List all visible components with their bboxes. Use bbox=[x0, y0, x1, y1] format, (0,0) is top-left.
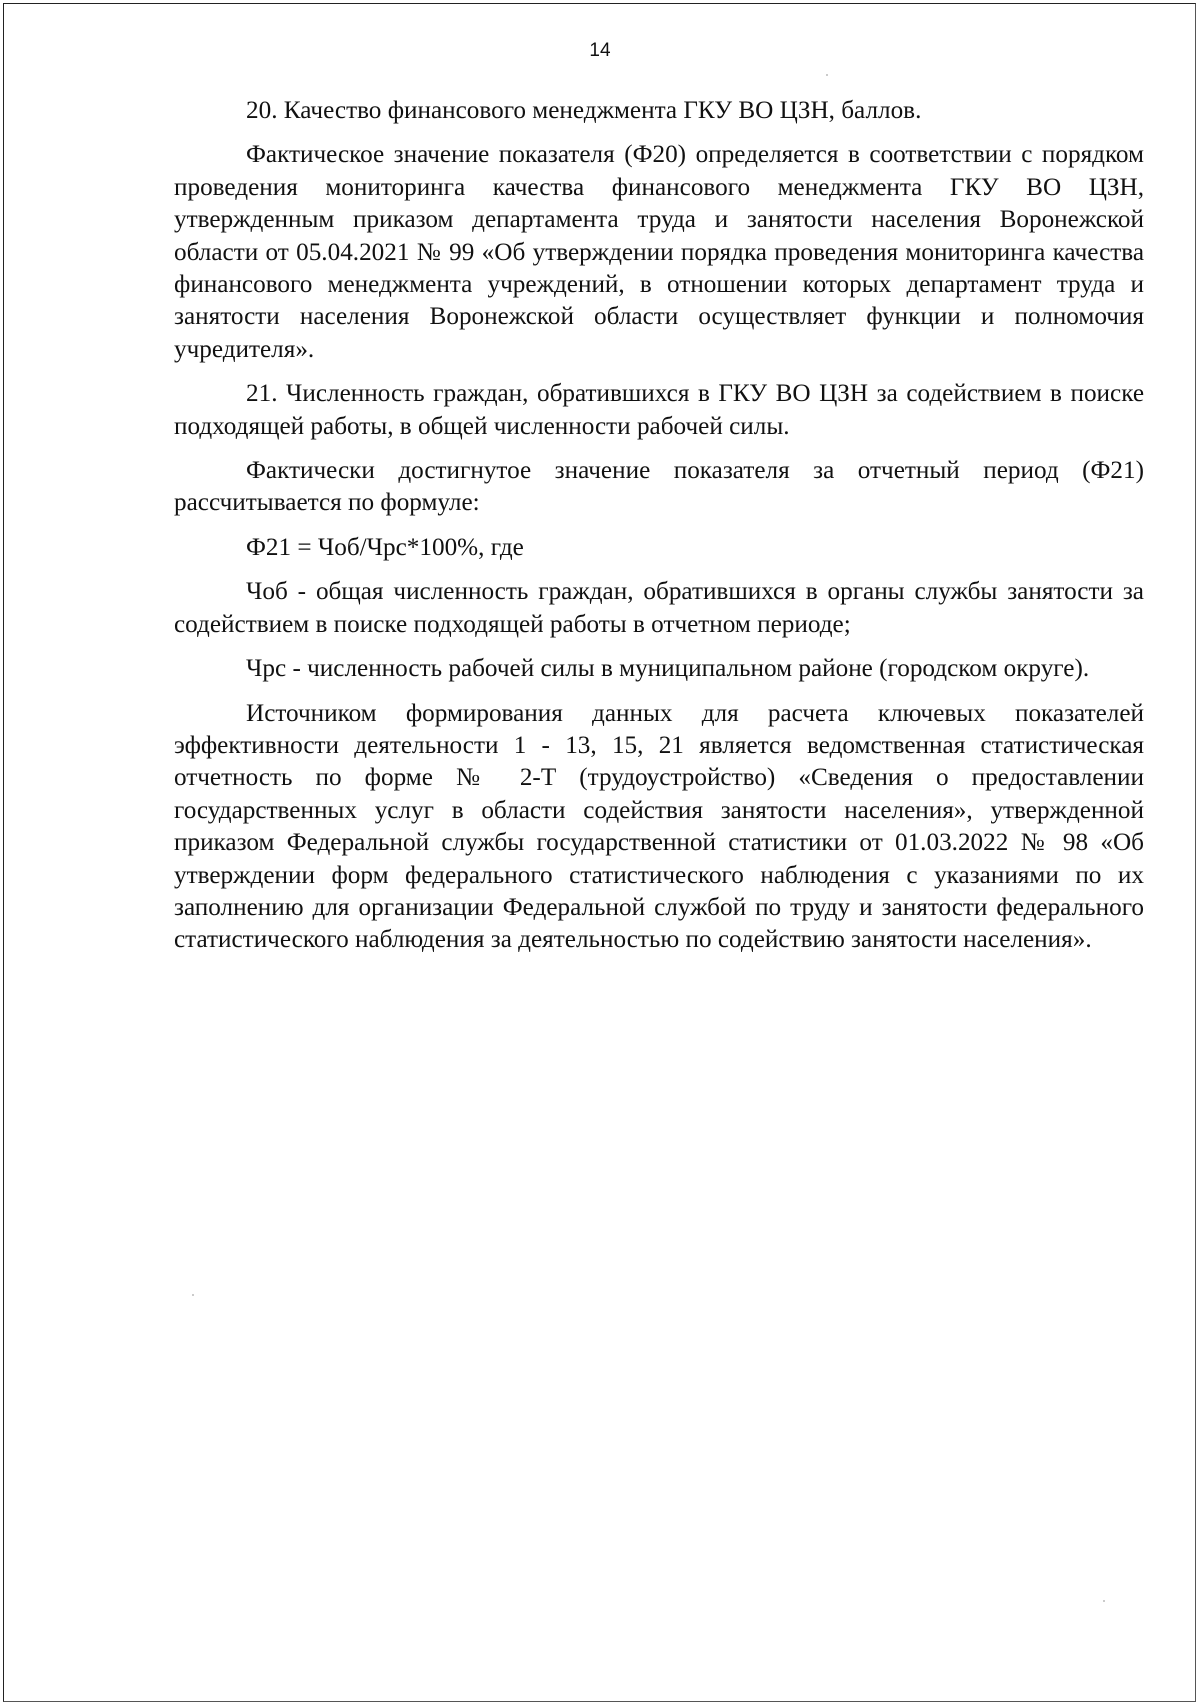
indicator-20-heading: 20. Качество финансового менеджмента ГКУ ВО ЦЗН, баллов. bbox=[246, 97, 922, 124]
document-body bbox=[174, 95, 1144, 969]
data-source-paragraph: Источником формирования данных для расчета ключевых показателей эффективности деятельности 1 - 13, 15, 21 является ведомственная статистическая отчетность по форме № 2-Т (трудоустройство) «Сведения о предоставлении государственных услуг в области содействия занятости населения», утвержденной приказом Федеральной службы государственной статистики от 01.03.2022 № 98 «Об утверждении форм федерального статистического наблюдения с указаниями по их заполнению для организации Федеральной службой по труду и занятости федерального статистического наблюдения за деятельностью по содействию занятости населения». bbox=[174, 699, 1144, 954]
indicator-21-formula: Ф21 = Чоб/Чрс*100%, где bbox=[246, 533, 524, 561]
scan-speck bbox=[1103, 1600, 1105, 1602]
indicator-20-description: Фактическое значение показателя (Ф20) определяется в соответствии с порядком проведения мониторинга качества финансового менеджмента ГКУ ВО ЦЗН, утвержденным приказом департамента труда и занятости населения Воронежской области от 05.04.2021 № 99 «Об утверждении порядка проведения мониторинга качества финансового менеджмента учреждений, в отношении которых департамент труда и занятости населения Воронежской области осуществляет функции и полномочия учредителя». bbox=[174, 141, 1144, 363]
indicator-21-heading: 21. Численность граждан, обратившихся в ГКУ ВО ЦЗН за содействием в поиске подходящей работы, в общей численности рабочей силы. bbox=[174, 380, 1144, 440]
scan-speck bbox=[826, 74, 828, 76]
definition-chob: Чоб - общая численность граждан, обратившихся в органы службы занятости за содействием в поиске подходящей работы в отчетном периоде; bbox=[174, 578, 1144, 638]
definition-chrs: Чрс - численность рабочей силы в муниципальном районе (городском округе). bbox=[246, 655, 1090, 683]
scan-speck bbox=[192, 1294, 194, 1296]
page-number: 14 bbox=[589, 40, 611, 61]
indicator-21-intro: Фактически достигнутое значение показателя за отчетный период (Ф21) рассчитывается по формуле: bbox=[174, 457, 1144, 517]
